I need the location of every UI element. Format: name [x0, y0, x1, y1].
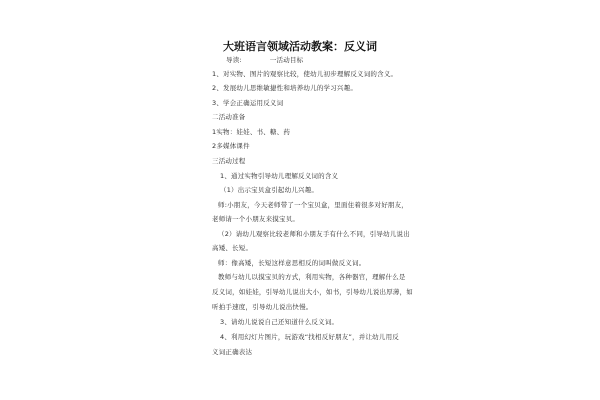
text-line: （1）出示宝贝盒引起幼儿兴趣。	[220, 186, 319, 194]
text-line: 教师与幼儿以摸宝贝的方式，利用实物，各种器官，理解什么是	[218, 273, 406, 281]
text-line: 3、请幼儿说说自己还知道什么反义词。	[220, 318, 339, 326]
text-line: 4、利用幻灯片图片，玩游戏“找相反好朋友”，并让幼儿用反	[220, 333, 399, 341]
text-line: 2多媒体课件	[212, 142, 250, 150]
intro-label: 导读:	[226, 56, 242, 64]
text-line: 2、发展幼儿思维敏捷性和培养幼儿的学习兴趣。	[212, 84, 358, 92]
text-line: 1、通过实物引导幼儿理解反义词的含义	[220, 172, 339, 180]
text-line: 师:小朋友，今天老师带了一个宝贝盒，里面住着很多对好朋友，	[218, 201, 408, 209]
text-line: 1、对实物、图片的观察比较，使幼儿初步理解反义词的含义。	[212, 70, 398, 78]
text-line: 义词正确表达	[212, 348, 253, 356]
section-heading: 二活动准备	[212, 113, 246, 121]
text-line: 1实物：娃娃、书、糖、药	[212, 128, 291, 136]
text-line: 3、学会正确运用反义词	[212, 99, 284, 107]
section-heading: 三活动过程	[212, 157, 246, 165]
text-line: 高矮、长短。	[212, 244, 253, 252]
document-title: 大班语言领域活动教案：反义词	[223, 40, 377, 53]
text-line	[226, 56, 303, 65]
text-line: 听拍手速度，引导幼儿说出快慢。	[212, 303, 313, 311]
section-heading: 一活动目标	[269, 56, 304, 64]
text-line: （2）请幼儿观察比较老师和小朋友手有什么不同，引导幼儿说出	[218, 230, 410, 238]
text-line: 师：像高矮，长短这样意思相反的词叫做反义词。	[218, 259, 366, 267]
text-line: 反义词，如娃娃，引导幼儿说出大小，如书，引导幼儿说出厚薄，如	[212, 288, 413, 296]
text-line: 老师请一个小朋友来摸宝贝。	[212, 215, 300, 223]
